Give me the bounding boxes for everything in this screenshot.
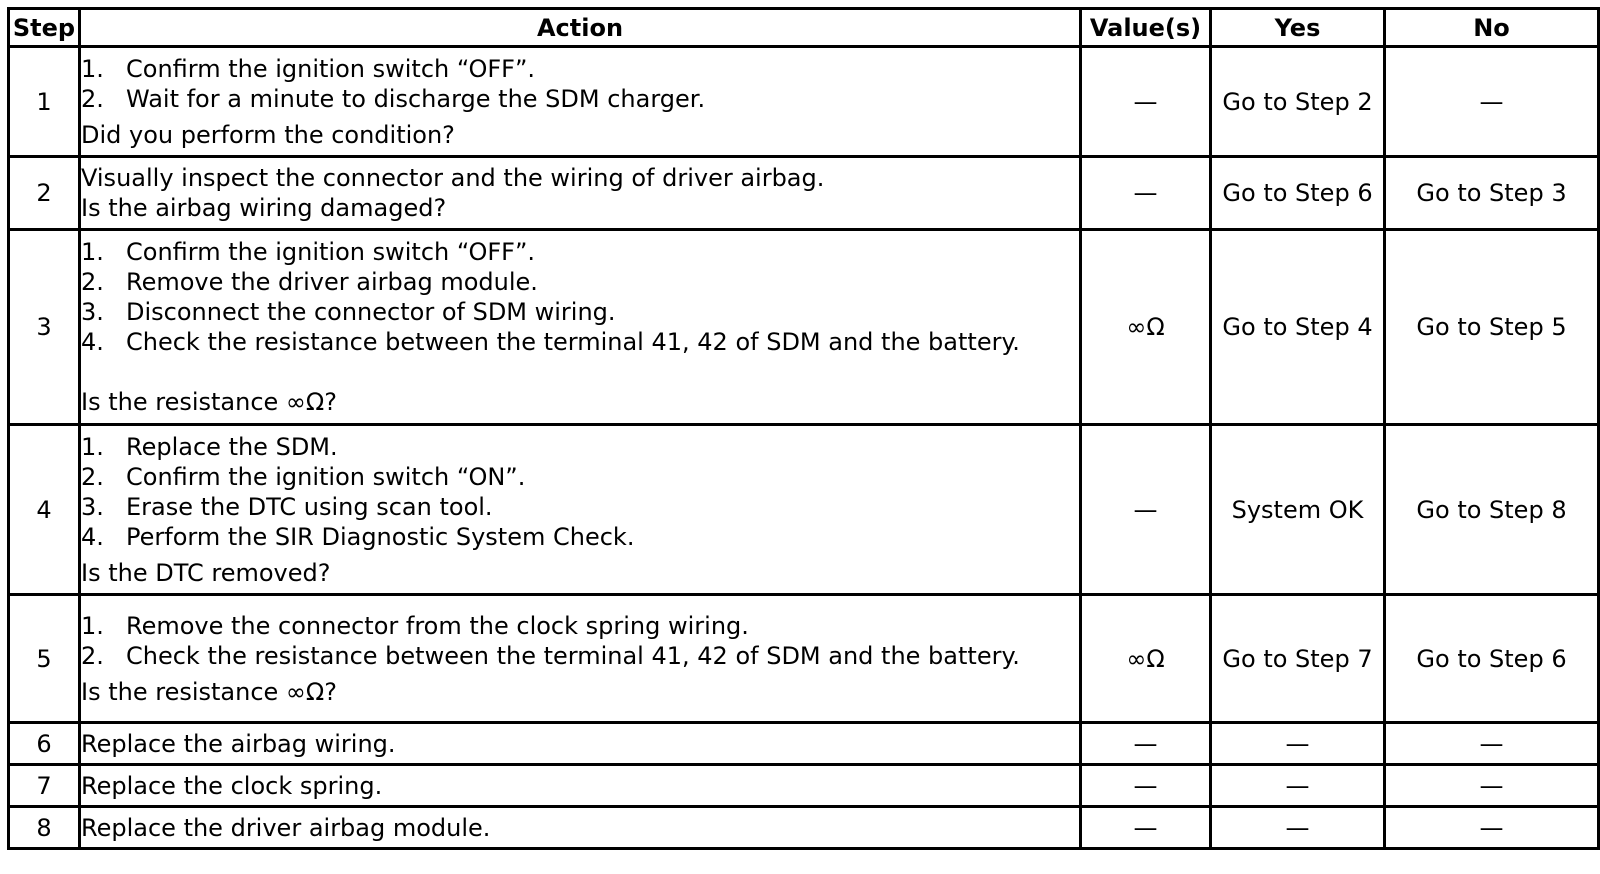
action-step-text: Remove the driver airbag module.: [126, 268, 538, 296]
action-line: Replace the clock spring.: [81, 771, 383, 800]
action-line: Visually inspect the connector and the wiring of driver airbag.: [81, 164, 825, 192]
action-steps: [81, 432, 1079, 552]
action-step-number: 2.: [81, 84, 104, 113]
action-steps: [81, 611, 1079, 671]
yes-cell: Go to Step 4: [1211, 230, 1385, 425]
no-cell: —: [1385, 807, 1599, 849]
table-row-step-7: [9, 765, 1599, 807]
action-cell: [80, 765, 1081, 807]
no-cell: Go to Step 3: [1385, 157, 1599, 230]
step-number: 7: [9, 765, 80, 807]
action-question: Is the resistance ∞Ω?: [81, 388, 337, 416]
yes-cell: —: [1211, 765, 1385, 807]
action-cell: [80, 230, 1081, 425]
value-cell: ∞Ω: [1081, 230, 1211, 425]
action-step-number: 3.: [81, 298, 104, 326]
table-row-step-1: [9, 47, 1599, 157]
no-cell: —: [1385, 723, 1599, 765]
yes-cell: Go to Step 7: [1211, 595, 1385, 723]
step-number: 8: [9, 807, 80, 849]
action-step-text: Confirm the ignition switch “OFF”.: [126, 54, 536, 83]
header-action: Action: [80, 9, 1081, 47]
action-step: [81, 267, 1079, 297]
action-step-number: 2.: [81, 268, 104, 296]
action-cell: [80, 723, 1081, 765]
action-step: [81, 237, 1079, 267]
action-step: [81, 297, 1079, 327]
no-cell: Go to Step 6: [1385, 595, 1599, 723]
value-cell: ∞Ω: [1081, 595, 1211, 723]
action-cell: [80, 47, 1081, 157]
action-question: Is the resistance ∞Ω?: [81, 677, 337, 706]
action-step-text: Confirm the ignition switch “ON”.: [126, 462, 526, 491]
action-line: Replace the driver airbag module.: [81, 813, 491, 842]
diagnostic-table: [7, 7, 1600, 850]
step-number: 1: [9, 47, 80, 157]
value-cell: —: [1081, 157, 1211, 230]
table-row-step-3: [9, 230, 1599, 425]
action-step-number: 4.: [81, 328, 104, 356]
no-cell: —: [1385, 765, 1599, 807]
step-number: 6: [9, 723, 80, 765]
step-number: 4: [9, 425, 80, 595]
header-no: No: [1385, 9, 1599, 47]
action-question: Did you perform the condition?: [81, 120, 455, 149]
table-row-step-8: [9, 807, 1599, 849]
action-step-text: Erase the DTC using scan tool.: [126, 492, 493, 521]
action-step-text: Remove the connector from the clock spring wiring.: [126, 611, 749, 640]
action-step: [81, 462, 1079, 492]
action-cell: [80, 425, 1081, 595]
action-step-text: Check the resistance between the terminal 41, 42 of SDM and the battery.: [126, 328, 1020, 356]
action-step: [81, 84, 1079, 114]
action-step-number: 2.: [81, 462, 104, 491]
no-cell: —: [1385, 47, 1599, 157]
action-step: [81, 611, 1079, 641]
action-step-number: 1.: [81, 54, 104, 83]
yes-cell: —: [1211, 807, 1385, 849]
value-cell: —: [1081, 723, 1211, 765]
action-step-number: 4.: [81, 522, 104, 551]
action-cell: [80, 595, 1081, 723]
table-row-step-4: [9, 425, 1599, 595]
step-number: 2: [9, 157, 80, 230]
action-step: [81, 492, 1079, 522]
step-number: 3: [9, 230, 80, 425]
action-cell: [80, 807, 1081, 849]
header-row: [9, 9, 1599, 47]
yes-cell: —: [1211, 723, 1385, 765]
yes-cell: System OK: [1211, 425, 1385, 595]
yes-cell: Go to Step 6: [1211, 157, 1385, 230]
table-row-step-6: [9, 723, 1599, 765]
action-step-text: Disconnect the connector of SDM wiring.: [126, 298, 616, 326]
no-cell: Go to Step 5: [1385, 230, 1599, 425]
table-row-step-2: [9, 157, 1599, 230]
action-cell: [80, 157, 1081, 230]
action-question: Is the DTC removed?: [81, 558, 331, 587]
value-cell: —: [1081, 47, 1211, 157]
header-values: Value(s): [1081, 9, 1211, 47]
action-step-text: Check the resistance between the terminal 41, 42 of SDM and the battery.: [126, 641, 1020, 670]
yes-cell: Go to Step 2: [1211, 47, 1385, 157]
action-question: Is the airbag wiring damaged?: [81, 194, 447, 222]
action-step-number: 3.: [81, 492, 104, 521]
action-step: [81, 327, 1079, 357]
action-step: [81, 432, 1079, 462]
action-steps: [81, 237, 1079, 357]
no-cell: Go to Step 8: [1385, 425, 1599, 595]
action-step-number: 1.: [81, 238, 104, 266]
value-cell: —: [1081, 765, 1211, 807]
action-step-text: Wait for a minute to discharge the SDM charger.: [126, 84, 706, 113]
action-step-text: Replace the SDM.: [126, 432, 338, 461]
action-step-number: 1.: [81, 611, 104, 640]
action-steps: [81, 54, 1079, 114]
action-step: [81, 641, 1079, 671]
action-step-number: 1.: [81, 432, 104, 461]
value-cell: —: [1081, 425, 1211, 595]
action-step-text: Confirm the ignition switch “OFF”.: [126, 238, 536, 266]
step-number: 5: [9, 595, 80, 723]
action-step: [81, 522, 1079, 552]
action-step-text: Perform the SIR Diagnostic System Check.: [126, 522, 635, 551]
table-row-step-5: [9, 595, 1599, 723]
value-cell: —: [1081, 807, 1211, 849]
action-step: [81, 54, 1079, 84]
header-yes: Yes: [1211, 9, 1385, 47]
header-step: Step: [9, 9, 80, 47]
action-step-number: 2.: [81, 641, 104, 670]
action-line: Replace the airbag wiring.: [81, 729, 396, 758]
